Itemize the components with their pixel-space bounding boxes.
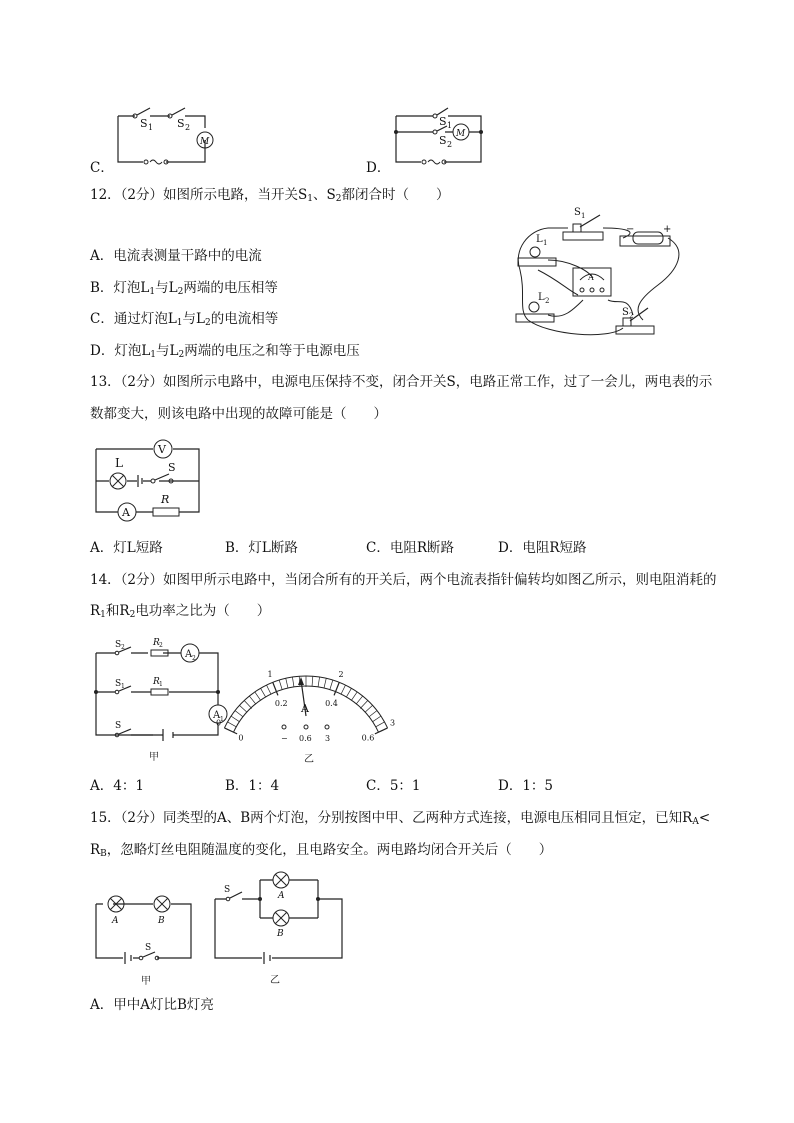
svg-text:S: S bbox=[439, 115, 447, 128]
meter-tick bbox=[255, 692, 261, 700]
resistor-label: R bbox=[161, 493, 170, 506]
q12-option-d: D．灯泡$L_1$与$L_2$两端的电压之和等于电源电压 bbox=[90, 343, 360, 360]
meter-tick bbox=[279, 680, 282, 690]
q13-option-c: C．电阻R断路 bbox=[366, 540, 454, 556]
meter-tick bbox=[360, 701, 368, 709]
q12-circuit-figure bbox=[508, 200, 693, 345]
switch-label: S bbox=[168, 461, 176, 474]
meter-tick bbox=[235, 711, 243, 717]
meter-tick bbox=[369, 711, 377, 717]
meter-top-tick-label: 3 bbox=[390, 718, 396, 728]
q14-stem-line2: $R_1$和$R_2$电功率之比为（ ） bbox=[90, 603, 271, 620]
svg-text:S: S bbox=[622, 307, 629, 318]
s1-label: S bbox=[140, 117, 148, 130]
q12-option-a: A．电流表测量干路中的电流 bbox=[90, 248, 262, 264]
voltmeter-label: V bbox=[158, 443, 166, 456]
meter-tick bbox=[334, 682, 339, 695]
q13-option-a: A．灯L短路 bbox=[90, 540, 163, 556]
q15-stem-line2: $R_B$，忽略灯丝电阻随温度的变化，且电路安全。两电路均闭合开关后（ ） bbox=[90, 842, 553, 859]
meter-bottom-tick-label: 0.2 bbox=[274, 698, 288, 708]
svg-text:S: S bbox=[574, 207, 581, 218]
svg-text:1: 1 bbox=[447, 121, 453, 130]
option-c-label: C． bbox=[90, 160, 114, 176]
svg-text:2: 2 bbox=[629, 312, 634, 320]
svg-text:A: A bbox=[112, 916, 119, 926]
option-d-label: D． bbox=[366, 160, 391, 176]
svg-text:A: A bbox=[185, 649, 193, 660]
lamp-label: L bbox=[115, 456, 123, 470]
q14-option-b: B．1：4 bbox=[225, 778, 280, 794]
meter-tick bbox=[365, 705, 372, 712]
svg-text:B: B bbox=[158, 916, 165, 926]
caption-jia: 甲 bbox=[149, 752, 159, 763]
q12-option-b: B．灯泡$L_1$与$L_2$两端的电压相等 bbox=[90, 280, 278, 297]
q15-circuit-jia bbox=[93, 890, 198, 990]
q15-circuit-yi bbox=[212, 866, 352, 986]
q14-option-a: A．4：1 bbox=[90, 778, 144, 794]
svg-text:A: A bbox=[588, 273, 594, 282]
q11-diagram-c bbox=[115, 100, 215, 170]
q12-option-c: C．通过灯泡$L_1$与$L_2$的电流相等 bbox=[90, 311, 279, 328]
caption-yi: 乙 bbox=[304, 754, 314, 765]
svg-text:S: S bbox=[115, 721, 122, 731]
svg-text:M: M bbox=[456, 129, 466, 139]
svg-text:S: S bbox=[224, 885, 231, 895]
q15-stem-line1: 15．（2分）同类型的A、B两个灯泡，分别按图中甲、乙两种方式连接，电源电压相同且恒定，已知$R_A<$ bbox=[90, 810, 711, 827]
q13-option-d: D．电阻R短路 bbox=[498, 540, 587, 556]
q14-option-c: C．5：1 bbox=[366, 778, 421, 794]
svg-text:1: 1 bbox=[581, 212, 586, 220]
svg-text:2: 2 bbox=[185, 123, 191, 132]
svg-text:S: S bbox=[145, 943, 152, 953]
svg-text:2: 2 bbox=[447, 140, 453, 149]
svg-text:A: A bbox=[278, 891, 285, 901]
svg-text:−: − bbox=[281, 734, 288, 743]
meter-tick bbox=[318, 677, 320, 687]
meter-tick bbox=[244, 701, 252, 709]
meter-top-tick-label: 1 bbox=[267, 669, 273, 679]
meter-tick bbox=[273, 682, 278, 695]
svg-text:2: 2 bbox=[545, 297, 550, 305]
caption-jia-15: 甲 bbox=[141, 976, 151, 987]
svg-text:2: 2 bbox=[192, 655, 196, 662]
meter-bottom-tick-label: 0.6 bbox=[361, 733, 375, 743]
q14-option-d: D．1：5 bbox=[498, 778, 554, 794]
q15-option-a: A．甲中A灯比B灯亮 bbox=[90, 997, 214, 1013]
svg-text:2: 2 bbox=[121, 644, 125, 651]
q12-stem: 12．（2分）如图所示电路，当开关$S_1$、$S_2$都闭合时（ ） bbox=[90, 187, 450, 204]
meter-tick bbox=[373, 716, 381, 722]
svg-text:S: S bbox=[439, 134, 447, 147]
meter-tick bbox=[261, 688, 266, 697]
meter-tick bbox=[330, 680, 333, 690]
meter-tick bbox=[324, 678, 326, 688]
svg-text:L: L bbox=[536, 234, 543, 245]
svg-text:+: + bbox=[663, 224, 672, 235]
svg-text:0.6: 0.6 bbox=[299, 734, 312, 743]
meter-tick bbox=[239, 705, 246, 712]
q14-stem-line1: 14．（2分）如图甲所示电路中，当闭合所有的开关后，两个电流表指针偏转均如图乙所示，则电阻消耗的 bbox=[90, 572, 717, 588]
s2-label: S bbox=[177, 117, 185, 130]
meter-tick bbox=[267, 685, 271, 694]
caption-yi-15: 乙 bbox=[270, 975, 280, 986]
meter-tick bbox=[352, 692, 358, 700]
svg-text:R: R bbox=[153, 638, 160, 648]
meter-top-tick-label: 2 bbox=[338, 669, 344, 679]
q13-stem-line2: 数都变大，则该电路中出现的故障可能是（ ） bbox=[90, 406, 387, 422]
meter-tick bbox=[292, 677, 294, 687]
svg-text:3: 3 bbox=[325, 734, 331, 743]
svg-text:1: 1 bbox=[543, 239, 548, 247]
q13-circuit-figure bbox=[93, 437, 203, 527]
meter-tick bbox=[249, 696, 255, 704]
svg-text:1: 1 bbox=[121, 683, 125, 690]
svg-text:A: A bbox=[213, 710, 221, 721]
q11-diagram-d bbox=[393, 100, 493, 170]
meter-tick bbox=[286, 678, 288, 688]
meter-tick bbox=[312, 676, 313, 686]
meter-tick bbox=[341, 685, 345, 694]
svg-text:L: L bbox=[538, 292, 545, 303]
meter-tick bbox=[356, 696, 362, 704]
q14-meter-yi bbox=[215, 648, 396, 768]
q13-option-b: B．灯L断路 bbox=[225, 540, 298, 556]
svg-text:−: − bbox=[626, 224, 635, 235]
svg-text:B: B bbox=[277, 929, 284, 939]
meter-unit: A bbox=[301, 702, 309, 715]
meter-top-tick-label: 0 bbox=[215, 718, 222, 728]
svg-text:2: 2 bbox=[159, 642, 163, 649]
ammeter-label: A bbox=[122, 506, 130, 519]
meter-tick bbox=[346, 688, 351, 697]
svg-text:1: 1 bbox=[148, 123, 154, 132]
svg-text:S: S bbox=[115, 640, 122, 650]
motor-label: M bbox=[200, 137, 210, 147]
svg-text:R: R bbox=[153, 677, 160, 687]
meter-bottom-tick-label: 0 bbox=[238, 733, 244, 743]
meter-bottom-tick-label: 0.4 bbox=[325, 698, 338, 708]
q13-stem-line1: 13．（2分）如图所示电路中，电源电压保持不变，闭合开关S，电路正常工作，过了一会儿，两电表的示 bbox=[90, 374, 713, 390]
svg-text:1: 1 bbox=[220, 716, 224, 723]
meter-tick bbox=[376, 722, 385, 727]
q14-circuit-jia bbox=[93, 638, 233, 763]
svg-text:1: 1 bbox=[159, 681, 163, 688]
svg-text:S: S bbox=[115, 679, 122, 689]
